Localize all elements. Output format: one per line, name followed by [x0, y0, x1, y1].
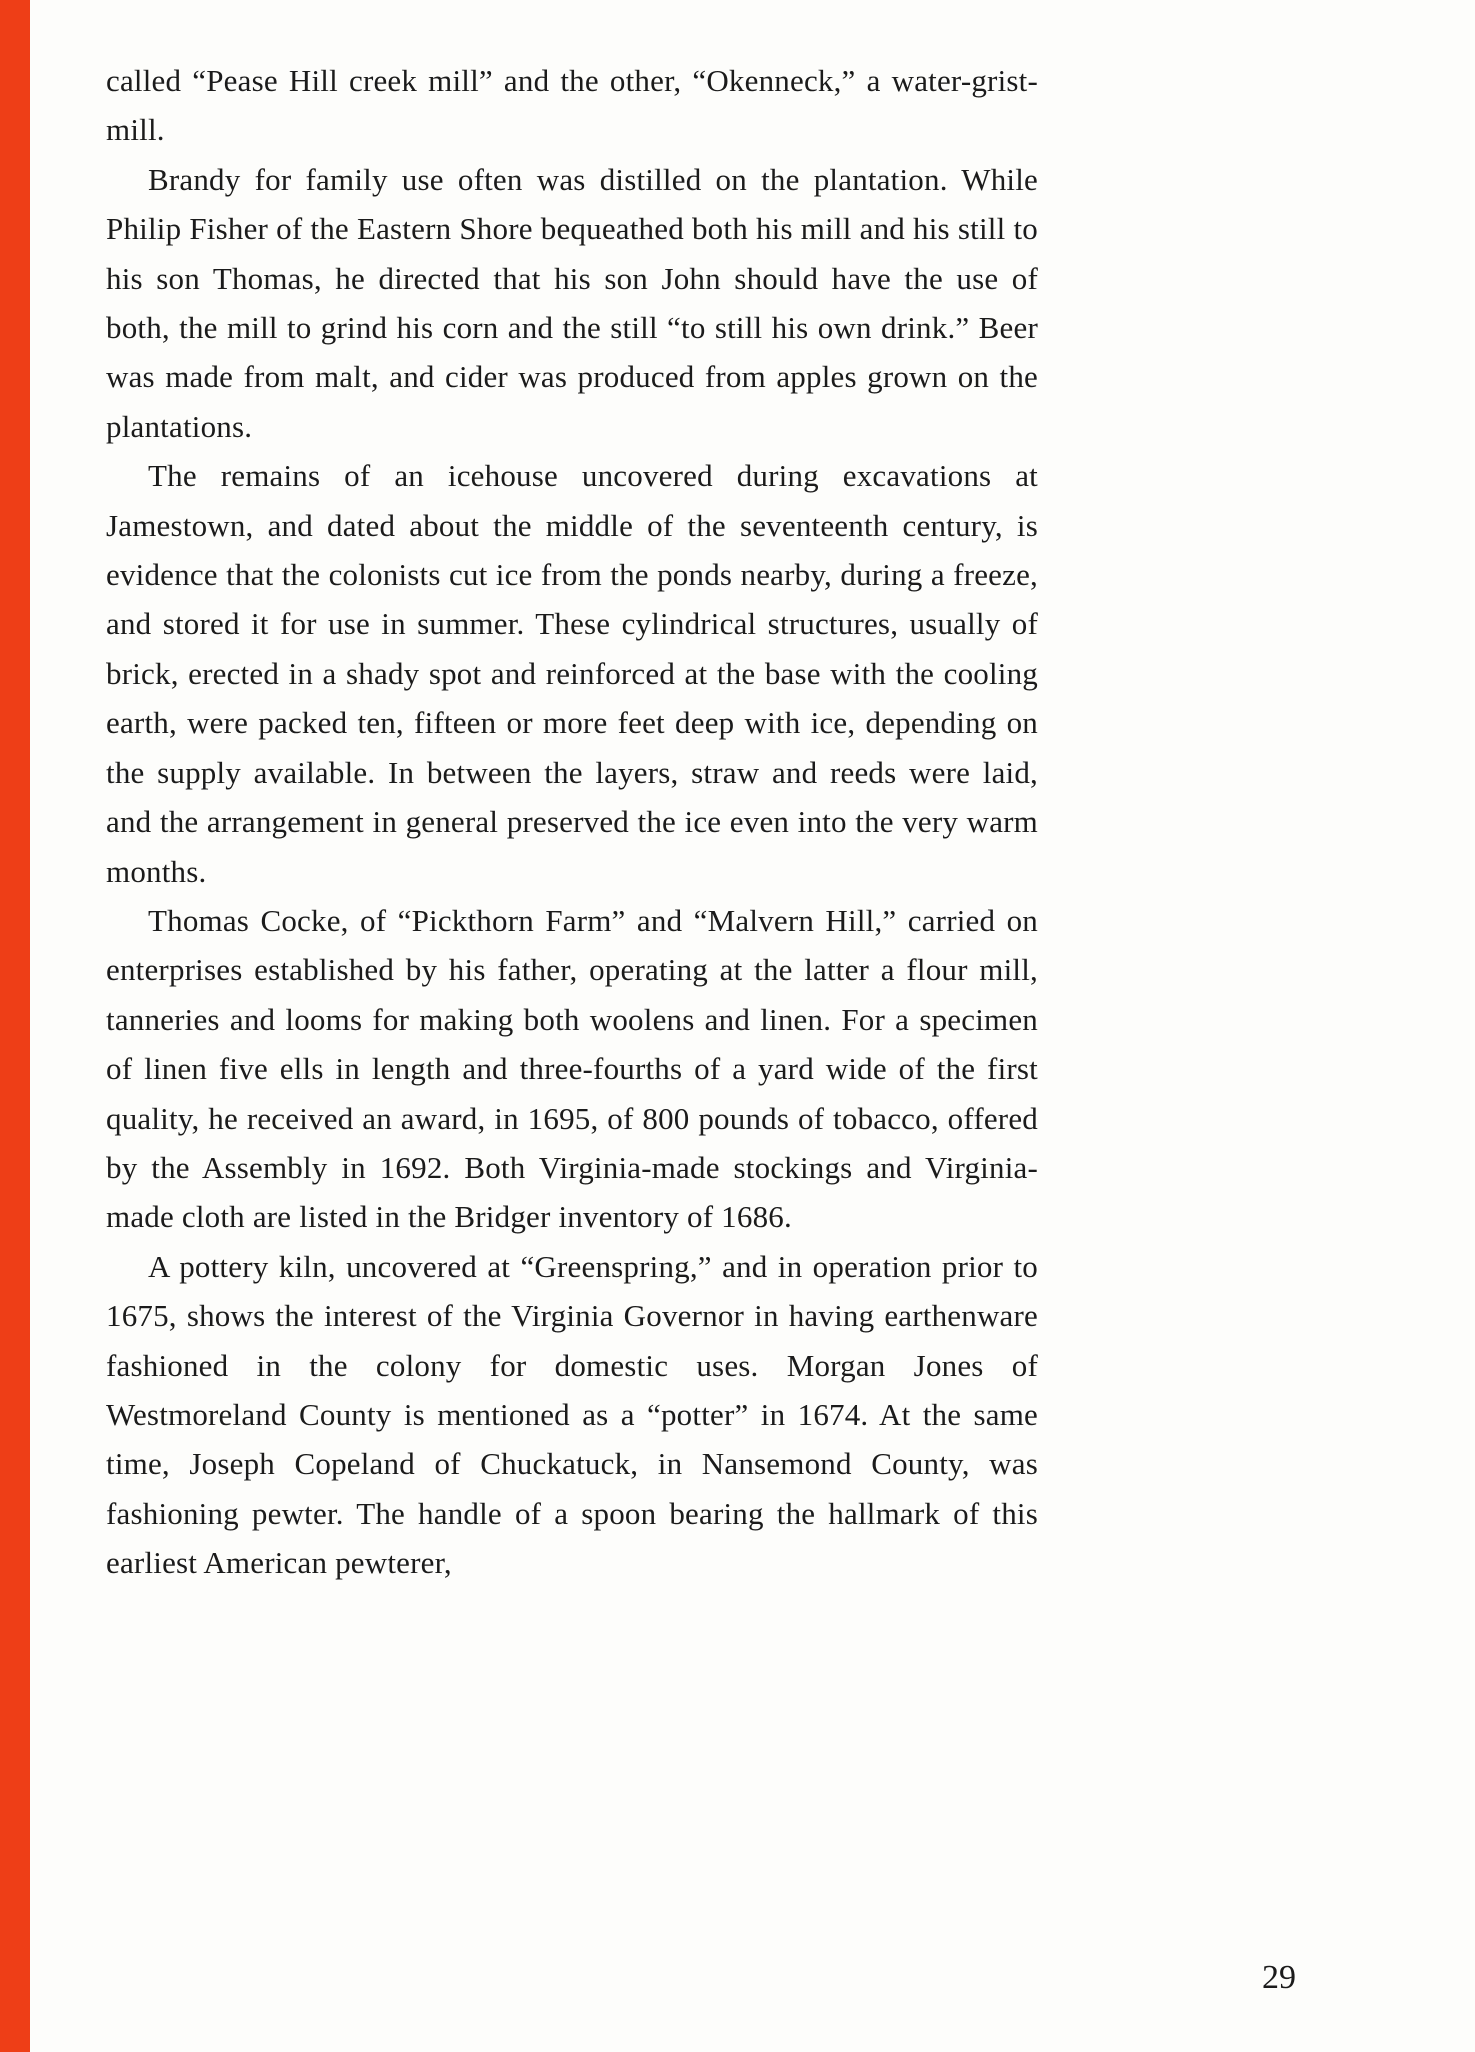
- paragraph: A pottery kiln, uncovered at “Greenspring,” and in operation prior to 1675, shows the interest of the Virginia Governor in having earthenware fashioned in the colony for domestic uses. Morgan Jones of Westmoreland County is mentioned as a “potter” in 1674. At the same time, Joseph Copeland of Chuckatuck, in Nansemond County, was fashioning pewter. The handle of a spoon bearing the hallmark of this earliest American pewterer,: [106, 1248, 1038, 1581]
- paragraph: Brandy for family use often was distilled on the plantation. While Philip Fisher of the Eastern Shore bequeathed both his mill and his still to his son Thomas, he directed that his son John should have the use of both, the mill to grind his corn and the still “to still his own drink.” Beer was made from malt, and cider was produced from apples grown on the plantations.: [106, 161, 1038, 444]
- paragraph: The remains of an icehouse uncovered during excavations at Jamestown, and dated about the middle of the seventeenth century, is evidence that the colonists cut ice from the ponds nearby, during a freeze, and stored it for use in summer. These cylindrical structures, usually of brick, erected in a shady spot and reinforced at the base with the cooling earth, were packed ten, fifteen or more feet deep with ice, depending on the supply available. In between the layers, straw and reeds were laid, and the arrangement in general preserved the ice even into the very warm months.: [106, 458, 1038, 889]
- page-number: 29: [1262, 1959, 1296, 1996]
- paragraph: Thomas Cocke, of “Pickthorn Farm” and “Malvern Hill,” carried on enterprises established by his father, operating at the latter a flour mill, tanneries and looms for making both woolens and linen. For a specimen of linen five ells in length and three-fourths of a yard wide of the first quality, he received an award, in 1695, of 800 pounds of tobacco, offered by the Assembly in 1692. Both Virginia-made stockings and Virginia-made cloth are listed in the Bridger inventory of 1686.: [106, 902, 1038, 1235]
- binding-edge-stripe: [0, 0, 30, 2052]
- paragraph: called “Pease Hill creek mill” and the other, “Okenneck,” a water-grist-mill.: [106, 63, 1038, 148]
- page-text: [106, 56, 1038, 1588]
